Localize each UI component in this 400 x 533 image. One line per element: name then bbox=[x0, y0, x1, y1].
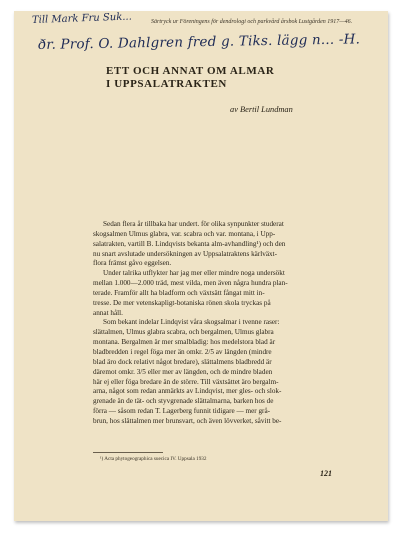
document-page bbox=[14, 11, 388, 521]
footnote: ¹) Acta phytogeographica suecica IV. Uppsala 1932 bbox=[100, 456, 207, 462]
body-line: Under talrika utflykter har jag mer eller mindre noga undersökt bbox=[103, 269, 285, 278]
body-line: tresse. De mer vetenskapligt-botaniska rönen skola tryckas på bbox=[93, 298, 271, 307]
body-line: Som bekant indelar Lindqvist våra skogsalmar i tvenne raser: bbox=[103, 318, 280, 327]
body-line: brun, hos slättalmen mer brunsvart, och även lövverket, såvitt be- bbox=[93, 416, 282, 425]
body-line: däremot omkr. 3/5 eller mer av längden, och de mindre bladen bbox=[93, 367, 273, 376]
body-line: här ej eller föga bredare än de större. Till växtsättet äro bergalm- bbox=[93, 377, 279, 386]
inscription-line-2: ðr. Prof. O. Dahlgren fred g. Tiks. lägg n... -H. bbox=[37, 31, 361, 53]
article-title bbox=[106, 65, 274, 91]
body-line: flora främst gåvo eggelsen. bbox=[93, 259, 172, 268]
body-line: montana. Bergalmen är mer smalbladig: hos medelstora blad är bbox=[93, 338, 276, 347]
title-line-1: ETT OCH ANNAT OM ALMAR bbox=[106, 65, 275, 77]
body-line: grenade än de tät- och styvgrenade slättalmarna, barken hos de bbox=[93, 397, 274, 406]
body-line: bladbredden i regel föga mer än omkr. 2/5 av längden (mindre bbox=[93, 347, 272, 356]
page-number: 121 bbox=[320, 469, 332, 478]
body-line: arna, något som redan anmärkts av Lindqvist, mer gles- och slok- bbox=[93, 387, 282, 396]
author-byline: av Bertil Lundman bbox=[230, 105, 293, 114]
body-line: slättalmen, Ulmus glabra scabra, och bergalmen, Ulmus glabra bbox=[93, 328, 274, 337]
body-line: Sedan flera år tillbaka har undert. för olika synpunkter studerat bbox=[103, 220, 284, 228]
body-line: annat håll. bbox=[93, 308, 123, 317]
title-line-2: I UPPSALATRAKTEN bbox=[106, 78, 227, 90]
body-text bbox=[93, 220, 349, 427]
inscription-line-1: Till Mark Fru Suk... bbox=[31, 11, 133, 26]
body-line: skogsalmen Ulmus glabra, var. scabra och var. montana, i Upp- bbox=[93, 229, 276, 238]
body-line: nu snart avslutade undersökningen av Uppsalatraktens kärlväxt- bbox=[93, 249, 278, 258]
body-line: terade. Framför allt ha bladform och växtsätt fångat mitt in- bbox=[93, 288, 265, 297]
body-line: blad äro dock relativt något bredare), slättalmens bladbredd är bbox=[93, 357, 272, 366]
body-line: mellan 1.000—2.000 träd, mest vilda, men även några hundra plan- bbox=[93, 279, 288, 288]
footnote-divider bbox=[93, 452, 163, 453]
body-line: salatrakten, vartill B. Lindqvists bekanta alm-avhandling¹) och den bbox=[93, 239, 286, 248]
body-line: förra — såsom redan T. Lagerberg funnit tidigare — mer grå- bbox=[93, 407, 271, 416]
offprint-note: Särtryck ur Föreningens för dendrologi och parkvård årsbok Lustgården 1917—46. bbox=[151, 19, 353, 25]
